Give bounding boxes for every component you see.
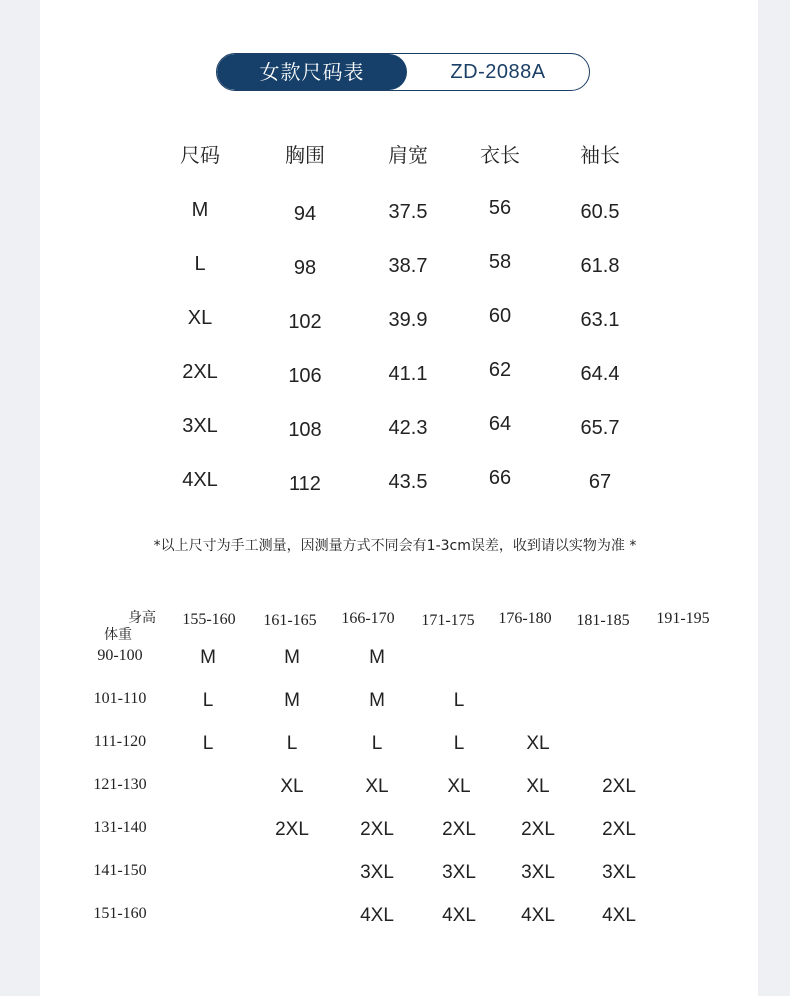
- weight-range-label: 111-120: [93, 733, 147, 750]
- size-table-cell: 65.7: [580, 417, 620, 439]
- recommended-size-cell: XL: [365, 776, 389, 797]
- recommended-size-cell: 3XL: [442, 862, 476, 883]
- recommended-size-cell: L: [286, 733, 298, 754]
- size-table-cell: 98: [293, 257, 317, 279]
- size-table-cell: 112: [289, 473, 321, 495]
- recommended-size-cell: L: [453, 690, 465, 711]
- size-table-header-cell: 衣长: [480, 143, 520, 167]
- size-table-header-cell: 胸围: [285, 143, 325, 167]
- recommended-size-cell: M: [369, 690, 385, 711]
- height-header-label: 身高: [128, 610, 156, 626]
- measurement-note: *以上尺寸为手工测量，因测量方式不同会有1-3cm误差，收到请以实物为准 *: [153, 538, 637, 554]
- recommended-size-cell: 3XL: [360, 862, 394, 883]
- recommended-size-cell: M: [284, 647, 300, 668]
- size-table-cell: 61.8: [580, 255, 620, 277]
- size-table-cell: 39.9: [388, 309, 428, 331]
- model-number: ZD-2088A: [450, 61, 546, 83]
- size-table-cell: 67: [588, 471, 612, 493]
- weight-range-label: 121-130: [93, 776, 147, 793]
- size-table-cell: 102: [288, 311, 322, 333]
- size-table-cell: 38.7: [388, 255, 428, 277]
- recommended-size-cell: 3XL: [602, 862, 636, 883]
- size-table-cell: L: [194, 253, 206, 275]
- size-table-cell: 94: [293, 203, 317, 225]
- size-table-cell: 64: [488, 413, 512, 435]
- recommended-size-cell: M: [369, 647, 385, 668]
- recommended-size-cell: 2XL: [360, 819, 394, 840]
- recommended-size-cell: 4XL: [442, 905, 476, 926]
- recommended-size-cell: XL: [447, 776, 471, 797]
- size-table-cell: 41.1: [388, 363, 428, 385]
- recommended-size-cell: 4XL: [521, 905, 555, 926]
- size-table-cell: 58: [488, 251, 512, 273]
- recommended-size-cell: XL: [280, 776, 304, 797]
- height-range-header: 166-170: [341, 610, 395, 627]
- weight-range-label: 131-140: [93, 819, 147, 836]
- size-table-cell: 66: [488, 467, 512, 489]
- recommended-size-cell: L: [202, 690, 214, 711]
- recommended-size-cell: 2XL: [602, 819, 636, 840]
- recommended-size-cell: 4XL: [360, 905, 394, 926]
- weight-range-label: 141-150: [93, 862, 147, 879]
- height-range-header: 181-185: [576, 612, 630, 629]
- size-table-header-cell: 肩宽: [388, 143, 428, 167]
- size-table-cell: M: [191, 199, 209, 221]
- recommended-size-cell: L: [453, 733, 465, 754]
- height-range-header: 161-165: [263, 612, 317, 629]
- recommended-size-cell: 2XL: [602, 776, 636, 797]
- weight-range-label: 101-110: [93, 690, 147, 707]
- size-table-cell: 60: [488, 305, 512, 327]
- height-range-header: 191-195: [656, 610, 710, 627]
- weight-header-label: 体重: [104, 627, 132, 643]
- size-table-cell: 63.1: [580, 309, 620, 331]
- recommended-size-cell: XL: [526, 733, 550, 754]
- recommended-size-cell: M: [284, 690, 300, 711]
- recommended-size-cell: XL: [526, 776, 550, 797]
- recommended-size-cell: 4XL: [602, 905, 636, 926]
- height-range-header: 171-175: [421, 612, 475, 629]
- height-range-header: 155-160: [182, 611, 236, 628]
- height-range-header: 176-180: [498, 610, 552, 627]
- weight-range-label: 151-160: [93, 905, 147, 922]
- size-table-cell: 2XL: [182, 361, 218, 383]
- recommended-size-cell: M: [200, 647, 216, 668]
- size-table-cell: 37.5: [388, 201, 428, 223]
- recommended-size-cell: L: [202, 733, 214, 754]
- chart-title: 女款尺码表: [217, 54, 407, 90]
- header-pill: [216, 53, 590, 91]
- size-table-cell: 56: [488, 197, 512, 219]
- size-table-cell: 4XL: [182, 469, 218, 491]
- size-table-cell: 64.4: [580, 363, 620, 385]
- recommended-size-cell: 2XL: [521, 819, 555, 840]
- recommended-size-cell: 2XL: [442, 819, 476, 840]
- size-table-cell: 108: [288, 419, 322, 441]
- size-table-cell: 60.5: [580, 201, 620, 223]
- size-table-cell: 42.3: [388, 417, 428, 439]
- size-table-header-cell: 袖长: [580, 143, 620, 167]
- recommended-size-cell: 2XL: [275, 819, 309, 840]
- recommended-size-cell: L: [371, 733, 383, 754]
- size-table-cell: 3XL: [182, 415, 218, 437]
- size-table-cell: 62: [488, 359, 512, 381]
- size-table-cell: 106: [288, 365, 322, 387]
- recommended-size-cell: 3XL: [521, 862, 555, 883]
- size-table-cell: 43.5: [388, 471, 428, 493]
- size-table-cell: XL: [187, 307, 213, 329]
- size-table-header-cell: 尺码: [180, 143, 220, 167]
- weight-range-label: 90-100: [97, 647, 143, 664]
